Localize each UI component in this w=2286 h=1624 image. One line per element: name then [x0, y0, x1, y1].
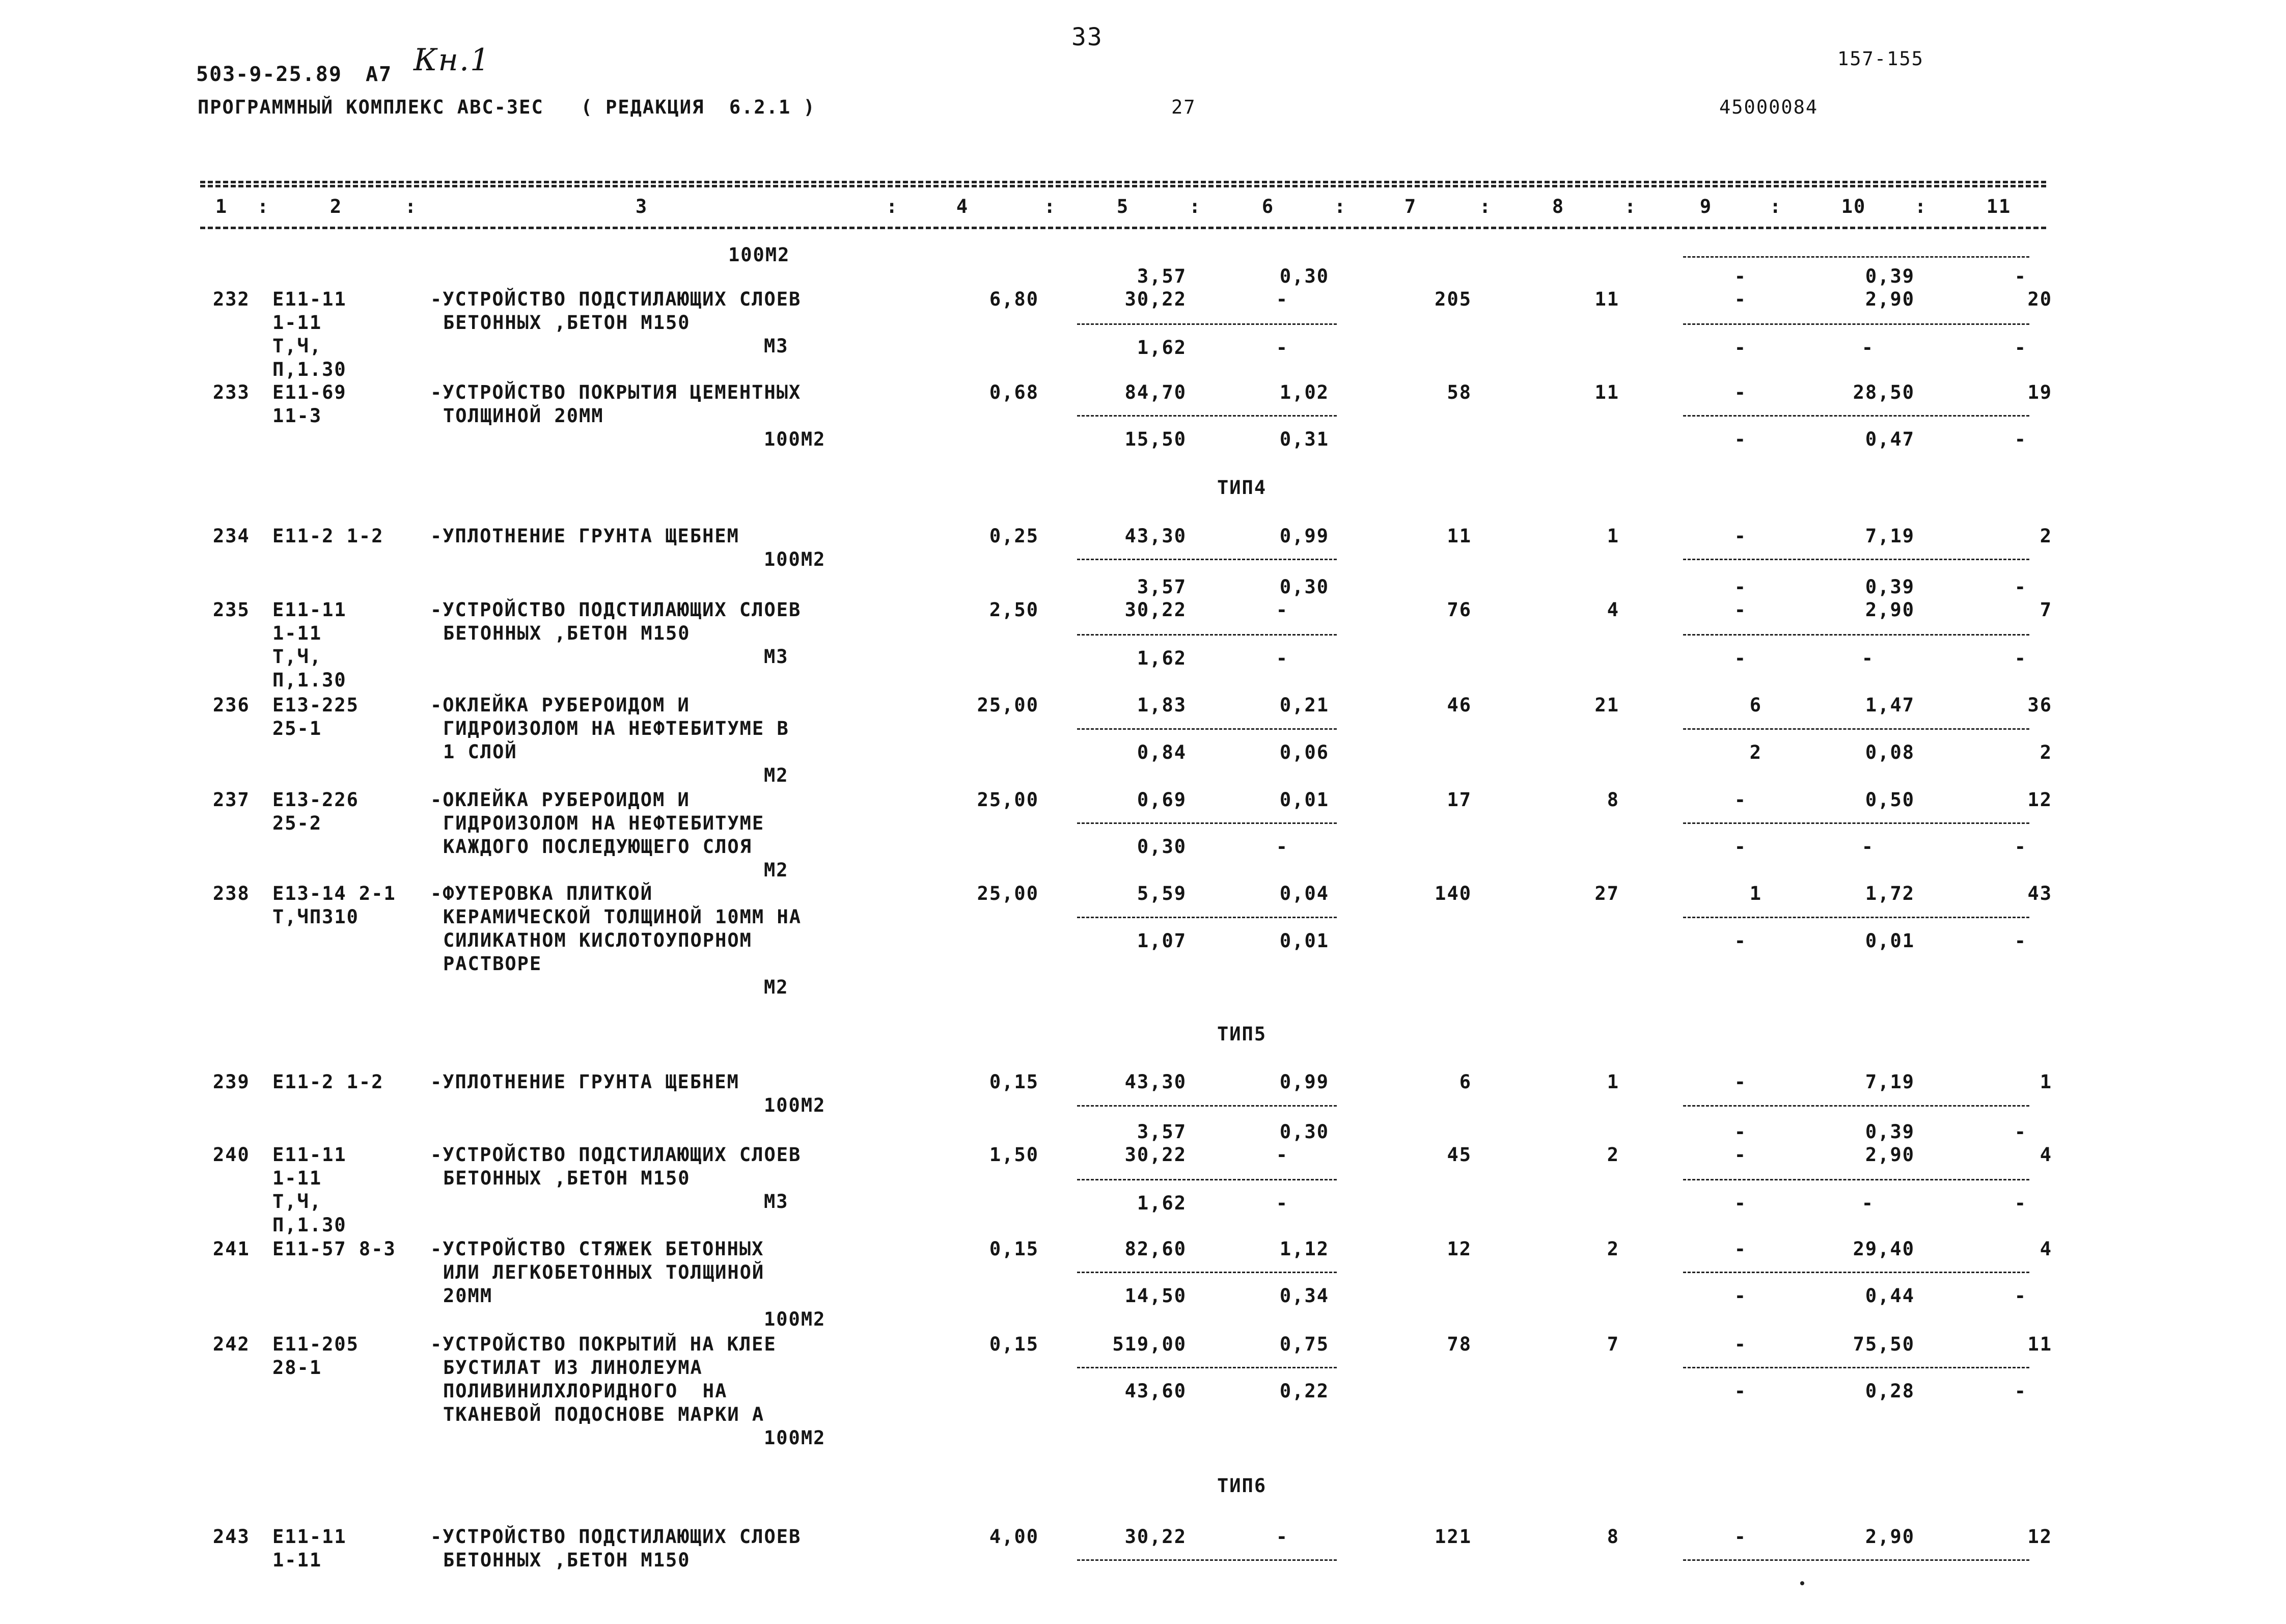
- stray-dot: [1800, 1581, 1804, 1585]
- row-c11: -: [2014, 1380, 2027, 1402]
- row-unit: М2: [764, 764, 789, 786]
- row-c11: -: [2014, 1192, 2027, 1214]
- row-c5: 30,22: [1124, 599, 1187, 621]
- row-qty: 0,15: [989, 1333, 1039, 1355]
- row-c9: -: [1734, 1121, 1747, 1143]
- row-code: Е13-225: [272, 694, 359, 716]
- row-c8: 4: [1607, 599, 1619, 621]
- row-c11: 4: [2040, 1238, 2052, 1260]
- row-name: -ФУТЕРОВКА ПЛИТКОЙ: [430, 883, 653, 904]
- row-code: Т,Ч,: [272, 335, 322, 357]
- row-qty: 0,25: [989, 525, 1039, 547]
- row-code: Е13-226: [272, 789, 359, 811]
- row-name: БЕТОННЫХ ,БЕТОН М150: [443, 312, 691, 334]
- col-separators: :: [1189, 196, 1202, 217]
- row-c8: 1: [1607, 525, 1619, 547]
- row-number: 236: [213, 694, 250, 716]
- row-code: Т,Ч,: [272, 1191, 322, 1213]
- row-code: Е11-11: [272, 1526, 347, 1548]
- row-number: 242: [213, 1333, 250, 1355]
- row-c9: -: [1734, 836, 1747, 858]
- row-c9: 6: [1749, 694, 1762, 716]
- row-c10: 0,39: [1865, 265, 1915, 287]
- row-code: Т,Ч,: [272, 646, 322, 668]
- row-c6: -: [1276, 647, 1288, 669]
- row-c6: 0,34: [1279, 1285, 1329, 1307]
- row-c10: 0,39: [1865, 1121, 1915, 1143]
- row-c5: 1,07: [1137, 930, 1187, 952]
- row-c5: 84,70: [1124, 381, 1187, 403]
- row-c5: 14,50: [1124, 1285, 1187, 1307]
- album-code: А7: [366, 63, 393, 86]
- row-c9: -: [1734, 1526, 1747, 1548]
- row-code: 1-11: [272, 622, 322, 644]
- row-name: -УСТРОЙСТВО ПОДСТИЛАЮЩИХ СЛОЕВ: [430, 288, 802, 310]
- row-c11: -: [2014, 576, 2027, 598]
- col-separators: :: [257, 196, 270, 217]
- row-c8: 1: [1607, 1071, 1619, 1093]
- row-c8: 27: [1594, 883, 1619, 904]
- dash-line: [1077, 1272, 1337, 1273]
- row-c9: -: [1734, 1285, 1747, 1307]
- row-c8: 7: [1607, 1333, 1619, 1355]
- dash-line: [1077, 1179, 1337, 1180]
- col-3: 3: [635, 196, 648, 217]
- row-c5: 43,30: [1124, 1071, 1187, 1093]
- dash-line: [1683, 917, 2029, 918]
- row-c6: -: [1276, 337, 1288, 359]
- row-name: -УСТРОЙСТВО ПОКРЫТИЯ ЦЕМЕНТНЫХ: [430, 381, 802, 403]
- row-code: П,1.30: [272, 359, 347, 380]
- row-code: Е11-2 1-2: [272, 1071, 384, 1093]
- row-name: ТКАНЕВОЙ ПОДОСНОВЕ МАРКИ А: [443, 1403, 765, 1425]
- row-c8: 8: [1607, 789, 1619, 811]
- dash-line: [1683, 415, 2029, 417]
- row-c10: 7,19: [1865, 1071, 1915, 1093]
- row-name: -УСТРОЙСТВО ПОДСТИЛАЮЩИХ СЛОЕВ: [430, 1144, 802, 1166]
- row-c10: 0,28: [1865, 1380, 1915, 1402]
- row-c11: 12: [2027, 789, 2052, 811]
- section-title: ТИП6: [1217, 1475, 1267, 1497]
- row-c9: -: [1734, 381, 1747, 403]
- dash-line: [1077, 415, 1337, 417]
- page-code: 157-155: [1837, 48, 1924, 70]
- row-c10: 1,72: [1865, 883, 1915, 904]
- row-c5: 30,22: [1124, 1526, 1187, 1548]
- row-code: П,1.30: [272, 1214, 347, 1236]
- row-unit: 100М2: [764, 1308, 826, 1330]
- row-c9: -: [1734, 1380, 1747, 1402]
- row-c7: 6: [1459, 1071, 1472, 1093]
- row-qty: 25,00: [977, 883, 1039, 904]
- dash-line: [1683, 1367, 2029, 1368]
- row-c6: 0,06: [1279, 741, 1329, 763]
- col-1: 1: [215, 196, 228, 217]
- row-c9: -: [1734, 288, 1747, 310]
- row-name: ИЛИ ЛЕГКОБЕТОННЫХ ТОЛЩИНОЙ: [443, 1261, 765, 1283]
- row-name: ТОЛЩИНОЙ 20ММ: [443, 405, 604, 427]
- row-c10: 2,90: [1865, 288, 1915, 310]
- row-c9: 1: [1749, 883, 1762, 904]
- row-qty: 1,50: [989, 1144, 1039, 1166]
- row-number: 241: [213, 1238, 250, 1260]
- row-c5: 43,30: [1124, 525, 1187, 547]
- row-c8: 8: [1607, 1526, 1619, 1548]
- row-c7: 140: [1435, 883, 1472, 904]
- row-name: -УСТРОЙСТВО СТЯЖЕК БЕТОННЫХ: [430, 1238, 764, 1260]
- row-c6: 1,02: [1279, 381, 1329, 403]
- row-c5: 3,57: [1137, 1121, 1187, 1143]
- row-c10: -: [1861, 647, 1874, 669]
- row-name: КАЖДОГО ПОСЛЕДУЮЩЕГО СЛОЯ: [443, 836, 752, 858]
- row-c5: 519,00: [1112, 1333, 1187, 1355]
- dash-line: [1683, 559, 2029, 560]
- row-c5: 1,83: [1137, 694, 1187, 716]
- section-title: ТИП4: [1217, 477, 1267, 499]
- row-c7: 45: [1447, 1144, 1472, 1166]
- row-c9: -: [1734, 789, 1747, 811]
- row-name: -УСТРОЙСТВО ПОДСТИЛАЮЩИХ СЛОЕВ: [430, 1526, 802, 1548]
- row-c11: -: [2014, 337, 2027, 359]
- row-c11: -: [2014, 836, 2027, 858]
- dash-line: [1683, 256, 2029, 258]
- row-c6: -: [1276, 836, 1288, 858]
- row-c6: 0,99: [1279, 1071, 1329, 1093]
- row-unit: М2: [764, 859, 789, 881]
- row-c6: 0,99: [1279, 525, 1329, 547]
- table-header-rule: [200, 227, 2046, 229]
- dash-line: [1683, 323, 2029, 325]
- row-unit: 100М2: [728, 244, 790, 266]
- dash-line: [1077, 1367, 1337, 1368]
- row-c10: 0,50: [1865, 789, 1915, 811]
- row-c8: 21: [1594, 694, 1619, 716]
- row-unit: 100М2: [764, 1094, 826, 1116]
- col-2: 2: [329, 196, 343, 217]
- row-c6: -: [1276, 1192, 1288, 1214]
- row-name: -УСТРОЙСТВО ПОКРЫТИЙ НА КЛЕЕ: [430, 1333, 777, 1355]
- row-unit: М3: [764, 646, 789, 668]
- row-c9: -: [1734, 1071, 1747, 1093]
- row-c10: 2,90: [1865, 1144, 1915, 1166]
- row-c11: 7: [2040, 599, 2052, 621]
- row-c7: 121: [1435, 1526, 1472, 1548]
- row-c5: 5,59: [1137, 883, 1187, 904]
- row-name: РАСТВОРЕ: [443, 953, 542, 975]
- col-separators: :: [886, 196, 899, 217]
- row-qty: 4,00: [989, 1526, 1039, 1548]
- row-c10: -: [1861, 836, 1874, 858]
- row-c11: 4: [2040, 1144, 2052, 1166]
- row-c11: 20: [2027, 288, 2052, 310]
- row-c10: 0,44: [1865, 1285, 1915, 1307]
- row-name: СИЛИКАТНОМ КИСЛОТОУПОРНОМ: [443, 929, 752, 951]
- row-c5: 0,30: [1137, 836, 1187, 858]
- row-c10: 2,90: [1865, 599, 1915, 621]
- row-c11: -: [2014, 1121, 2027, 1143]
- row-c6: 0,04: [1279, 883, 1329, 904]
- row-number: 233: [213, 381, 250, 403]
- col-separators: :: [1915, 196, 1927, 217]
- table-top-rule: [200, 181, 2046, 183]
- row-c9: -: [1734, 599, 1747, 621]
- row-number: 239: [213, 1071, 250, 1093]
- dash-line: [1683, 634, 2029, 636]
- row-name: -УСТРОЙСТВО ПОДСТИЛАЮЩИХ СЛОЕВ: [430, 599, 802, 621]
- row-c6: 0,01: [1279, 789, 1329, 811]
- row-c6: -: [1276, 599, 1288, 621]
- row-c5: 43,60: [1124, 1380, 1187, 1402]
- row-c9: -: [1734, 1192, 1747, 1214]
- row-name: ГИДРОИЗОЛОМ НА НЕФТЕБИТУМЕ: [443, 812, 765, 834]
- row-code: Е11-11: [272, 1144, 347, 1166]
- row-c7: 58: [1447, 381, 1472, 403]
- row-c8: 11: [1594, 288, 1619, 310]
- row-name: 20ММ: [443, 1285, 493, 1307]
- col-separators: :: [1044, 196, 1057, 217]
- row-code: 1-11: [272, 1167, 322, 1189]
- row-name: БУСТИЛАТ ИЗ ЛИНОЛЕУМА: [443, 1357, 703, 1379]
- row-code: Т,ЧП310: [272, 906, 359, 928]
- row-c5: 1,62: [1137, 337, 1187, 359]
- row-name: -УПЛОТНЕНИЕ ГРУНТА ЩЕБНЕМ: [430, 1071, 739, 1093]
- row-c11: 12: [2027, 1526, 2052, 1548]
- row-c10: 0,08: [1865, 741, 1915, 763]
- row-c11: -: [2014, 265, 2027, 287]
- row-c9: -: [1734, 1144, 1747, 1166]
- dash-line: [1077, 1105, 1337, 1107]
- row-name: БЕТОННЫХ ,БЕТОН М150: [443, 1167, 691, 1189]
- row-code: Е11-69: [272, 381, 347, 403]
- col-5: 5: [1116, 196, 1130, 217]
- row-code: Е11-11: [272, 288, 347, 310]
- dash-line: [1077, 1559, 1337, 1561]
- row-code: Е11-2 1-2: [272, 525, 384, 547]
- row-c10: 0,39: [1865, 576, 1915, 598]
- row-c10: 1,47: [1865, 694, 1915, 716]
- row-unit: 100М2: [764, 548, 826, 570]
- row-c9: -: [1734, 1333, 1747, 1355]
- dash-line: [1683, 1559, 2029, 1561]
- row-c7: 76: [1447, 599, 1472, 621]
- row-c6: -: [1276, 1144, 1288, 1166]
- row-c8: 11: [1594, 381, 1619, 403]
- row-number: 235: [213, 599, 250, 621]
- row-c6: 0,01: [1279, 930, 1329, 952]
- row-qty: 0,68: [989, 381, 1039, 403]
- row-number: 238: [213, 883, 250, 904]
- row-name: -ОКЛЕЙКА РУБЕРОИДОМ И: [430, 789, 690, 811]
- col-4: 4: [956, 196, 969, 217]
- row-name: -УПЛОТНЕНИЕ ГРУНТА ЩЕБНЕМ: [430, 525, 739, 547]
- row-qty: 6,80: [989, 288, 1039, 310]
- row-c11: -: [2014, 930, 2027, 952]
- row-qty: 0,15: [989, 1071, 1039, 1093]
- row-code: Е11-57 8-3: [272, 1238, 396, 1260]
- row-number: 243: [213, 1526, 250, 1548]
- doc-code: 503-9-25.89: [196, 63, 342, 86]
- row-c9: -: [1734, 930, 1747, 952]
- dash-line: [1683, 1105, 2029, 1107]
- dash-line: [1683, 1179, 2029, 1180]
- row-code: 1-11: [272, 1549, 322, 1571]
- row-c11: 36: [2027, 694, 2052, 716]
- row-name: КЕРАМИЧЕСКОЙ ТОЛЩИНОЙ 10ММ НА: [443, 906, 802, 928]
- row-c5: 82,60: [1124, 1238, 1187, 1260]
- row-c11: 2: [2040, 525, 2052, 547]
- program-title: ПРОГРАММНЫЙ КОМПЛЕКС АВС-3ЕС ( РЕДАКЦИЯ 6.2.1 ): [198, 96, 816, 118]
- col-8: 8: [1552, 196, 1565, 217]
- row-c9: -: [1734, 525, 1747, 547]
- row-number: 232: [213, 288, 250, 310]
- row-c9: 2: [1749, 741, 1762, 763]
- row-c8: 2: [1607, 1238, 1619, 1260]
- row-name: ГИДРОИЗОЛОМ НА НЕФТЕБИТУМЕ В: [443, 718, 789, 739]
- row-c8: 2: [1607, 1144, 1619, 1166]
- row-c10: 29,40: [1853, 1238, 1915, 1260]
- row-qty: 2,50: [989, 599, 1039, 621]
- row-c7: 11: [1447, 525, 1472, 547]
- row-c6: 1,12: [1279, 1238, 1329, 1260]
- row-c10: 0,01: [1865, 930, 1915, 952]
- row-code: П,1.30: [272, 669, 347, 691]
- row-c5: 0,84: [1137, 741, 1187, 763]
- row-number: 234: [213, 525, 250, 547]
- row-c11: 19: [2027, 381, 2052, 403]
- row-unit: М3: [764, 1191, 789, 1213]
- row-c10: 2,90: [1865, 1526, 1915, 1548]
- row-qty: 0,15: [989, 1238, 1039, 1260]
- row-c6: 0,30: [1279, 1121, 1329, 1143]
- row-c5: 1,62: [1137, 1192, 1187, 1214]
- row-c10: -: [1861, 1192, 1874, 1214]
- row-c6: 0,22: [1279, 1380, 1329, 1402]
- row-name: -ОКЛЕЙКА РУБЕРОИДОМ И: [430, 694, 690, 716]
- row-code: Е13-14 2-1: [272, 883, 396, 904]
- dash-line: [1683, 1272, 2029, 1273]
- row-c9: -: [1734, 576, 1747, 598]
- row-c5: 1,62: [1137, 647, 1187, 669]
- col-separators: :: [1479, 196, 1492, 217]
- dash-line: [1077, 822, 1337, 824]
- row-c11: -: [2014, 1285, 2027, 1307]
- row-c6: 0,21: [1279, 694, 1329, 716]
- page-number: 33: [1071, 23, 1103, 51]
- row-unit: 100М2: [764, 428, 826, 450]
- col-separators: :: [405, 196, 418, 217]
- row-c7: 17: [1447, 789, 1472, 811]
- row-code: Е11-11: [272, 599, 347, 621]
- row-c10: 7,19: [1865, 525, 1915, 547]
- row-c10: -: [1861, 337, 1874, 359]
- row-c10: 75,50: [1853, 1333, 1915, 1355]
- dash-line: [1077, 323, 1337, 325]
- doc-id: 45000084: [1719, 96, 1819, 118]
- row-unit: М3: [764, 335, 789, 357]
- row-code: 25-1: [272, 718, 322, 739]
- row-c5: 30,22: [1124, 1144, 1187, 1166]
- book-note: Кн.1: [414, 42, 491, 78]
- row-c6: -: [1276, 1526, 1288, 1548]
- section-title: ТИП5: [1217, 1023, 1267, 1045]
- row-number: 240: [213, 1144, 250, 1166]
- dash-line: [1077, 728, 1337, 730]
- row-c6: 0,30: [1279, 265, 1329, 287]
- row-c11: 43: [2027, 883, 2052, 904]
- row-code: 28-1: [272, 1357, 322, 1379]
- row-c11: -: [2014, 428, 2027, 450]
- row-c11: 1: [2040, 1071, 2052, 1093]
- row-c6: 0,75: [1279, 1333, 1329, 1355]
- row-c10: 0,47: [1865, 428, 1915, 450]
- col-6: 6: [1261, 196, 1275, 217]
- row-c5: 3,57: [1137, 576, 1187, 598]
- row-c6: 0,31: [1279, 428, 1329, 450]
- dash-line: [1077, 634, 1337, 636]
- col-11: 11: [1986, 196, 2012, 217]
- row-number: 237: [213, 789, 250, 811]
- row-unit: М2: [764, 976, 789, 998]
- col-separators: :: [1624, 196, 1637, 217]
- row-c11: 2: [2040, 741, 2052, 763]
- row-name: ПОЛИВИНИЛХЛОРИДНОГО НА: [443, 1380, 728, 1402]
- row-c7: 205: [1435, 288, 1472, 310]
- row-code: Е11-205: [272, 1333, 359, 1355]
- sheet-number: 27: [1171, 96, 1196, 118]
- col-10: 10: [1841, 196, 1866, 217]
- dash-line: [1077, 559, 1337, 560]
- row-c6: -: [1276, 288, 1288, 310]
- row-c5: 3,57: [1137, 265, 1187, 287]
- row-c6: 0,30: [1279, 576, 1329, 598]
- row-c10: 28,50: [1853, 381, 1915, 403]
- row-code: 25-2: [272, 812, 322, 834]
- col-separators: :: [1334, 196, 1347, 217]
- row-name: 1 СЛОЙ: [443, 741, 517, 763]
- row-qty: 25,00: [977, 789, 1039, 811]
- row-c9: -: [1734, 265, 1747, 287]
- row-c9: -: [1734, 1238, 1747, 1260]
- col-7: 7: [1404, 196, 1417, 217]
- col-separators: :: [1770, 196, 1782, 217]
- row-unit: 100М2: [764, 1427, 826, 1449]
- row-code: 1-11: [272, 312, 322, 334]
- row-name: БЕТОННЫХ ,БЕТОН М150: [443, 622, 691, 644]
- row-c9: -: [1734, 337, 1747, 359]
- row-c5: 15,50: [1124, 428, 1187, 450]
- dash-line: [1683, 822, 2029, 824]
- row-c7: 46: [1447, 694, 1472, 716]
- row-c7: 78: [1447, 1333, 1472, 1355]
- row-c11: -: [2014, 647, 2027, 669]
- row-c9: -: [1734, 647, 1747, 669]
- row-c5: 30,22: [1124, 288, 1187, 310]
- row-c9: -: [1734, 428, 1747, 450]
- row-qty: 25,00: [977, 694, 1039, 716]
- row-c11: 11: [2027, 1333, 2052, 1355]
- row-code: 11-3: [272, 405, 322, 427]
- row-c7: 12: [1447, 1238, 1472, 1260]
- table-top-rule-2: [200, 185, 2046, 187]
- dash-line: [1077, 917, 1337, 918]
- dash-line: [1683, 728, 2029, 730]
- row-name: БЕТОННЫХ ,БЕТОН М150: [443, 1549, 691, 1571]
- row-c5: 0,69: [1137, 789, 1187, 811]
- col-9: 9: [1699, 196, 1713, 217]
